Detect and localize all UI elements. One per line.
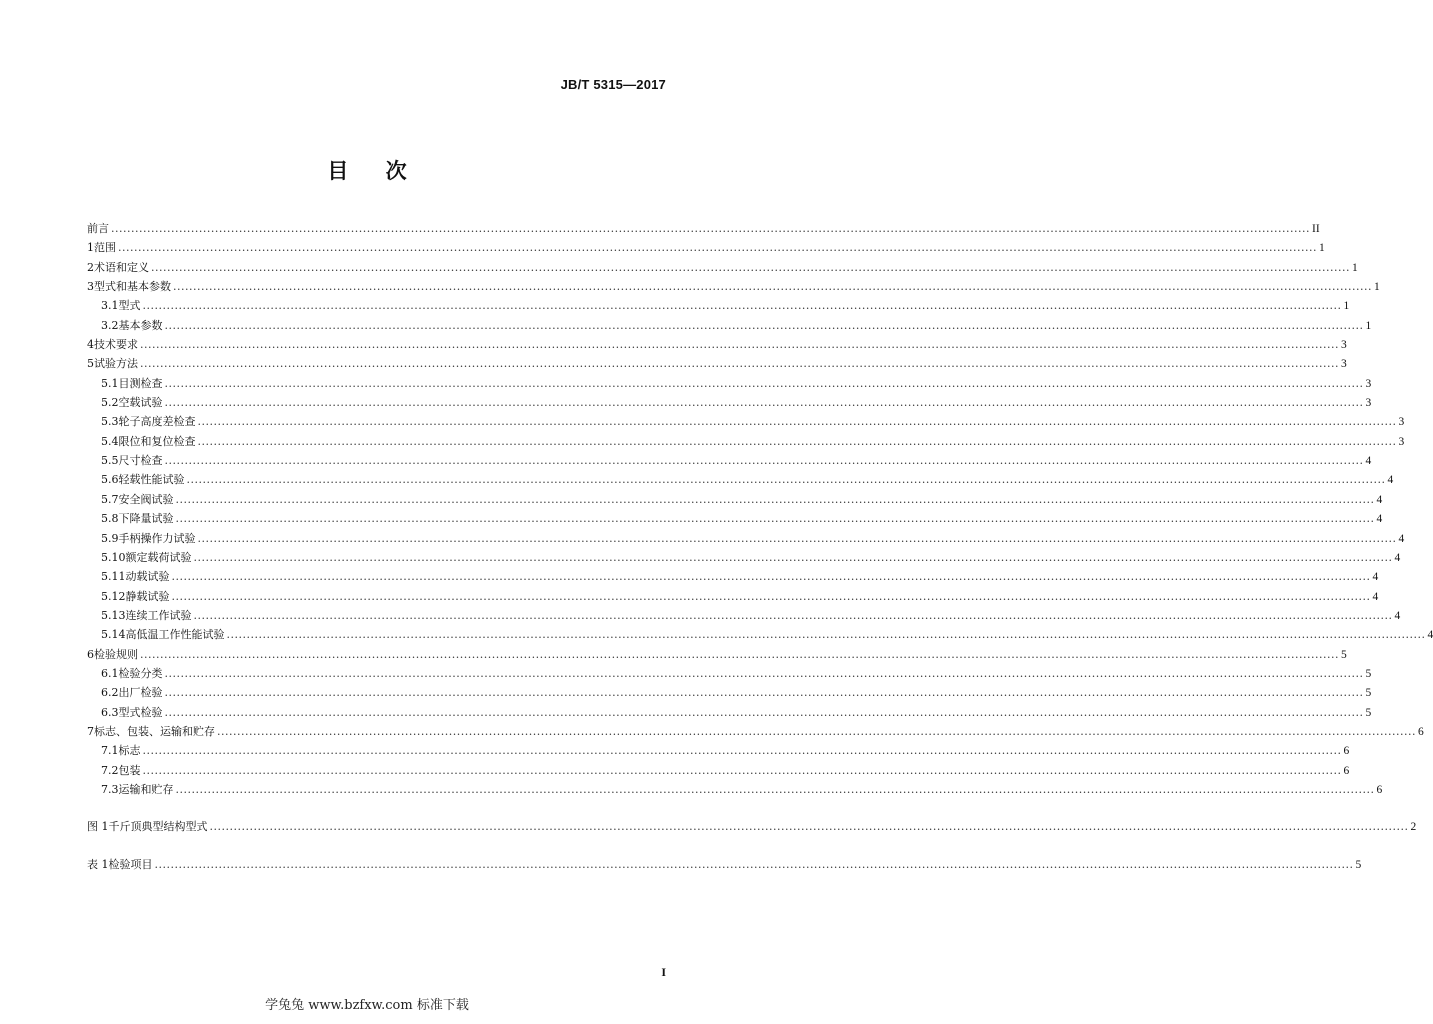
page-folio: I [661,965,666,979]
toc-entry-label: 型式 [118,299,141,313]
toc-entry-page: 6 [1343,745,1350,758]
toc-entry-page: 1 [1343,300,1350,313]
toc-entry-label: 千斤顶典型结构型式 [108,820,208,834]
toc-entry-label: 手柄操作力试验 [118,531,196,545]
toc-entry[interactable] [87,587,1379,606]
toc-entry-page: 5 [1355,858,1362,871]
toc-leader-dots: ............................................................................................................................................................................................................................................................................................................ [164,666,1364,680]
toc-entry-page: 4 [1394,551,1401,564]
toc-entry[interactable] [87,548,1401,567]
toc-leader-dots: ............................................................................................................................................................................................................................................................................................................ [209,820,1409,834]
toc-entry-page: 1 [1365,319,1372,332]
toc-leader-dots: ............................................................................................................................................................................................................................................................................................................ [197,415,1397,429]
toc-entry-page: 4 [1394,609,1401,622]
toc-entry-page: 4 [1372,571,1379,584]
toc-entry-number: 4 [87,338,94,352]
toc-leader-dots: ............................................................................................................................................................................................................................................................................................................ [171,570,1371,584]
toc-entry[interactable] [87,683,1372,702]
toc-entry-page: 3 [1365,397,1372,410]
toc-entry-label: 安全阀试验 [118,492,174,506]
toc-entry-label: 检验规则 [94,647,138,661]
toc-entry-label: 检验项目 [108,857,153,871]
toc-leader-dots: ............................................................................................................................................................................................................................................................................................................ [164,454,1364,468]
toc-entry-number: 5.2 [101,396,119,410]
toc-entry[interactable] [87,855,1362,874]
toc-entry-number: 7.3 [101,782,119,796]
toc-entry[interactable] [87,567,1379,586]
toc-entry-number: 3.1 [101,299,119,313]
toc-entry-page: 3 [1398,435,1405,448]
toc-entry-label: 检验分类 [118,666,163,680]
toc-leader-dots: ............................................................................................................................................................................................................................................................................................................ [197,531,1397,545]
toc-entry-number: 5.5 [101,454,119,468]
toc-leader-dots: ............................................................................................................................................................................................................................................................................................................ [140,647,1339,661]
toc-leader-dots: ............................................................................................................................................................................................................................................................................................................ [186,473,1386,487]
toc-entry-number: 6.2 [101,686,119,700]
toc-entry[interactable] [87,625,1433,644]
toc-leader-dots: ............................................................................................................................................................................................................................................................................................................ [171,589,1371,603]
toc-entry-number: 5.8 [101,512,119,526]
toc-entry-label: 基本参数 [118,318,163,332]
toc-leader-dots: ............................................................................................................................................................................................................................................................................................................ [175,512,1375,526]
toc-entry-number: 3 [87,280,94,294]
toc-leader-dots: ............................................................................................................................................................................................................................................................................................................ [142,299,1342,313]
toc-entry-label: 运输和贮存 [118,782,174,796]
toc-entry-page: 5 [1340,648,1347,661]
toc-entry-label: 标志、包装、运输和贮存 [94,724,215,738]
toc-entry[interactable] [87,529,1405,548]
toc-leader-dots: ............................................................................................................................................................................................................................................................................................................ [140,357,1339,371]
toc-entry[interactable] [87,470,1394,489]
toc-entry[interactable] [87,490,1383,509]
toc-entry-label: 出厂检验 [118,686,163,700]
toc-entry-page: 6 [1417,725,1424,738]
toc-entry[interactable] [87,761,1350,780]
toc-leader-dots: ............................................................................................................................................................................................................................................................................................................ [111,222,1310,235]
toc-entry-number: 5.13 [101,608,126,622]
toc-leader-dots: ............................................................................................................................................................................................................................................................................................................ [175,492,1375,506]
toc-entry-page: 4 [1372,590,1379,603]
toc-entry[interactable] [87,451,1372,470]
toc-leader-dots: ............................................................................................................................................................................................................................................................................................................ [217,724,1416,738]
toc-leader-dots: ............................................................................................................................................................................................................................................................................................................ [164,318,1364,332]
toc-leader-dots: ............................................................................................................................................................................................................................................................................................................ [142,744,1342,758]
toc-entry-number: 表 1 [87,857,109,871]
toc-entry-number: 5.11 [101,570,126,584]
toc-entry[interactable] [87,412,1405,431]
toc-leader-dots: ............................................................................................................................................................................................................................................................................................................ [118,241,1317,255]
toc-entry-label: 标志 [118,744,141,758]
toc-entry[interactable] [87,238,1325,257]
toc-entry-label: 包装 [118,763,141,777]
toc-entry[interactable] [87,354,1347,373]
toc-entry-label: 限位和复位检查 [118,434,196,448]
toc-leader-dots: ............................................................................................................................................................................................................................................................................................................ [140,338,1339,352]
toc-entry-page: 6 [1376,783,1383,796]
page-title: 目 次 [327,159,407,183]
toc-entry-number: 7.2 [101,763,119,777]
toc-entry-label: 试验方法 [94,357,138,371]
toc-entry[interactable] [87,258,1358,277]
toc-entry-number: 5.9 [101,531,119,545]
toc-entry-page: 3 [1365,377,1372,390]
toc-leader-dots: ............................................................................................................................................................................................................................................................................................................ [164,705,1364,719]
toc-entry-label: 范围 [94,241,116,255]
toc-entry[interactable] [87,780,1383,799]
toc-entry-number: 6.1 [101,666,119,680]
toc-leader-dots: ............................................................................................................................................................................................................................................................................................................ [164,396,1364,410]
toc-leader-dots: ............................................................................................................................................................................................................................................................................................................ [193,608,1393,622]
toc-entry-page: 1 [1351,261,1358,274]
toc-entry-number: 3.2 [101,318,119,332]
toc-entry-label: 高低温工作性能试验 [125,628,225,642]
toc-leader-dots: ............................................................................................................................................................................................................................................................................................................ [142,763,1342,777]
toc-entry-label: 术语和定义 [94,260,149,274]
toc-entry-page: 3 [1340,358,1347,371]
toc-entry-label: 型式检验 [118,705,163,719]
toc-entry[interactable] [87,335,1347,354]
toc-entry-page: 3 [1398,416,1405,429]
toc-leader-dots: ............................................................................................................................................................................................................................................................................................................ [173,280,1372,294]
toc-entry-page: 3 [1340,339,1347,352]
toc-entry[interactable] [87,316,1372,335]
toc-entry-label: 动载试验 [125,570,170,584]
toc-entry-page: 4 [1398,532,1405,545]
toc-entry[interactable] [87,606,1401,625]
toc-leader-dots: ............................................................................................................................................................................................................................................................................................................ [154,857,1354,871]
toc-entry-page: 1 [1373,281,1380,294]
toc-leader-dots: ............................................................................................................................................................................................................................................................................................................ [175,782,1375,796]
toc-leader-dots: ............................................................................................................................................................................................................................................................................................................ [197,434,1397,448]
toc-leader-dots: ............................................................................................................................................................................................................................................................................................................ [164,686,1364,700]
toc-leader-dots: ............................................................................................................................................................................................................................................................................................................ [193,550,1393,564]
toc-entry[interactable] [87,432,1405,451]
toc-entry-number: 7.1 [101,744,119,758]
toc-entry-label: 技术要求 [94,338,138,352]
toc-entry-number: 5.7 [101,492,119,506]
toc-entry[interactable] [87,393,1372,412]
toc-entry-page: 4 [1376,493,1383,506]
toc-entry-number: 5.3 [101,415,119,429]
toc-leader-dots: ............................................................................................................................................................................................................................................................................................................ [164,376,1364,390]
toc-entry[interactable] [87,645,1347,664]
toc-entry[interactable] [87,703,1372,722]
toc-entry-page: 5 [1365,687,1372,700]
toc-entry-number: 5 [87,357,94,371]
toc-entry-label: 静载试验 [125,589,170,603]
toc-entry-label: 空载试验 [118,396,163,410]
toc-entry[interactable] [87,219,1320,238]
toc-entry-page: 4 [1376,513,1383,526]
toc-entry-number: 5.4 [101,434,119,448]
toc-entry-page: 5 [1365,706,1372,719]
toc-entry-label: 下降量试验 [118,512,174,526]
toc-entry-number: 5.14 [101,628,126,642]
toc-entry-number: 图 1 [87,820,109,834]
toc-leader-dots: ............................................................................................................................................................................................................................................................................................................ [226,628,1426,642]
toc-entry[interactable] [87,817,1417,836]
toc-entry-page: 5 [1365,667,1372,680]
toc-entry-number: 5.10 [101,550,126,564]
toc-entry[interactable] [87,509,1383,528]
toc-entry-page: II [1311,223,1320,235]
toc-entry[interactable] [87,374,1372,393]
toc-entry-page: 1 [1318,242,1325,255]
toc-entry-page: 2 [1410,821,1417,834]
toc-entry-page: 4 [1365,455,1372,468]
table-of-contents [87,219,1433,874]
toc-entry-label: 型式和基本参数 [94,280,171,294]
footer-watermark: 学兔兔 www.bzfxw.com 标准下载 [265,998,469,1013]
toc-entry[interactable] [87,664,1372,683]
toc-entry-number: 6 [87,647,94,661]
toc-entry-label: 额定载荷试验 [125,550,192,564]
toc-entry-label: 连续工作试验 [125,608,192,622]
toc-entry-label: 尺寸检查 [118,454,163,468]
toc-leader-dots: ............................................................................................................................................................................................................................................................................................................ [151,260,1350,274]
toc-entry-number: 5.6 [101,473,119,487]
toc-entry-number: 2 [87,260,94,274]
toc-entry[interactable] [87,741,1350,760]
standard-number: JB/T 5315—2017 [560,77,666,92]
toc-entry[interactable] [87,296,1350,315]
toc-entry[interactable] [87,722,1424,741]
toc-entry-page: 4 [1387,474,1394,487]
toc-entry-label: 前言 [87,222,109,235]
toc-entry-label: 目测检查 [118,376,163,390]
toc-entry[interactable] [87,277,1380,296]
toc-entry-number: 7 [87,724,94,738]
toc-entry-number: 5.12 [101,589,126,603]
toc-entry-label: 轻载性能试验 [118,473,185,487]
toc-entry-number: 5.1 [101,376,119,390]
toc-entry-label: 轮子高度差检查 [118,415,196,429]
toc-entry-number: 6.3 [101,705,119,719]
toc-entry-number: 1 [87,241,94,255]
toc-entry-page: 6 [1343,764,1350,777]
toc-entry-page: 4 [1427,629,1433,642]
